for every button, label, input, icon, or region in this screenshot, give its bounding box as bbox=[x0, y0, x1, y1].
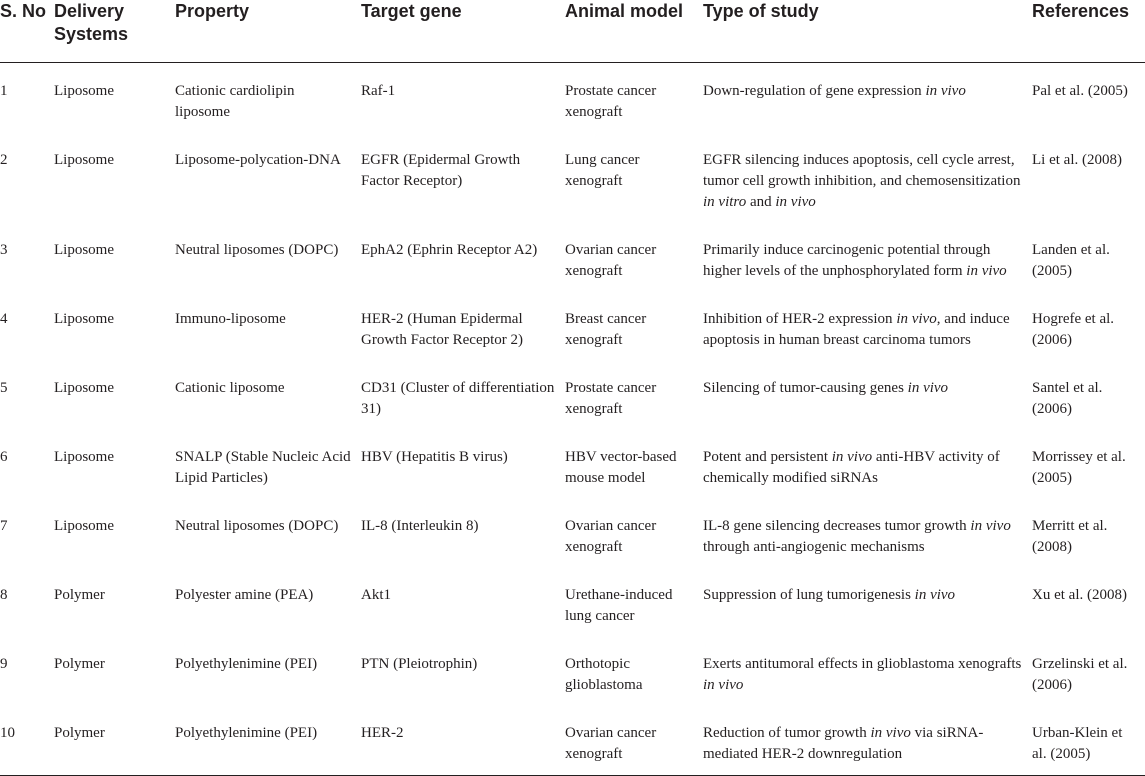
text-segment: Reduction of tumor growth bbox=[703, 725, 871, 741]
header-animal-model: Animal model bbox=[565, 1, 684, 21]
text-segment: through anti-angiogenic mechanisms bbox=[703, 539, 925, 555]
cell-delivery-system: Liposome bbox=[54, 83, 114, 99]
cell-animal-model: Lung cancer xenograft bbox=[565, 152, 640, 189]
text-segment: via siRNA-mediated HER-2 downregulation bbox=[703, 725, 984, 762]
text-segment: Suppression of lung tumorigenesis bbox=[703, 587, 915, 603]
cell-sno: 6 bbox=[0, 449, 8, 465]
italic-term: in vivo bbox=[907, 380, 949, 396]
cell-reference: Xu et al. (2008) bbox=[1032, 587, 1127, 603]
table-header bbox=[0, 0, 1145, 63]
italic-term: in vitro bbox=[703, 194, 747, 210]
table-row bbox=[0, 637, 1145, 706]
table-row bbox=[0, 568, 1145, 637]
cell-reference: Hogrefe et al. (2006) bbox=[1032, 311, 1115, 348]
cell-property: Cationic liposome bbox=[175, 380, 285, 396]
italic-term: in vivo bbox=[896, 311, 937, 327]
cell-target-gene: IL-8 (Interleukin 8) bbox=[361, 518, 479, 534]
cell-target-gene: CD31 (Cluster of differentiation 31) bbox=[361, 380, 555, 417]
cell-delivery-system: Liposome bbox=[54, 380, 114, 396]
cell-property: Cationic cardiolipin liposome bbox=[175, 83, 295, 120]
cell-reference: Urban-Klein et al. (2005) bbox=[1032, 725, 1123, 762]
cell-property: Polyethylenimine (PEI) bbox=[175, 656, 318, 672]
cell-sno: 10 bbox=[0, 725, 15, 741]
italic-term: in vivo bbox=[970, 518, 1011, 534]
cell-reference: Grzelinski et al. (2006) bbox=[1032, 656, 1128, 693]
header-sno: S. No bbox=[0, 1, 47, 21]
cell-type-of-study bbox=[703, 63, 1032, 134]
cell-property: Neutral liposomes (DOPC) bbox=[175, 518, 339, 534]
cell-sno: 5 bbox=[0, 380, 8, 396]
text-segment: and bbox=[746, 194, 776, 210]
header-property: Property bbox=[175, 1, 250, 21]
cell-sno: 2 bbox=[0, 152, 8, 168]
header-type-of-study: Type of study bbox=[703, 1, 819, 21]
cell-reference: Landen et al. (2005) bbox=[1032, 242, 1110, 279]
text-segment: , and induce apoptosis in human breast carcinoma tumors bbox=[703, 311, 1010, 348]
table-row bbox=[0, 63, 1145, 134]
cell-target-gene: Akt1 bbox=[361, 587, 391, 603]
text-segment: Silencing of tumor-causing genes bbox=[703, 380, 908, 396]
cell-reference: Santel et al. (2006) bbox=[1032, 380, 1103, 417]
header-delivery-systems: Delivery Systems bbox=[54, 1, 129, 44]
table-row bbox=[0, 292, 1145, 361]
table-row bbox=[0, 133, 1145, 223]
italic-term: in vivo bbox=[925, 83, 966, 99]
cell-type-of-study bbox=[703, 568, 1032, 637]
cell-sno: 1 bbox=[0, 83, 8, 99]
cell-delivery-system: Polymer bbox=[54, 587, 105, 603]
cell-property: SNALP (Stable Nucleic Acid Lipid Particles) bbox=[175, 449, 351, 486]
italic-term: in vivo bbox=[703, 677, 744, 693]
cell-type-of-study bbox=[703, 706, 1032, 776]
cell-target-gene: Raf-1 bbox=[361, 83, 396, 99]
table-row bbox=[0, 706, 1145, 776]
cell-animal-model: Prostate cancer xenograft bbox=[565, 83, 657, 120]
cell-animal-model: Ovarian cancer xenograft bbox=[565, 242, 657, 279]
text-segment: anti-HBV activity of chemically modified siRNAs bbox=[703, 449, 1000, 486]
text-segment: Down-regulation of gene expression bbox=[703, 83, 926, 99]
cell-type-of-study bbox=[703, 223, 1032, 292]
text-segment: Inhibition of HER-2 expression bbox=[703, 311, 897, 327]
cell-sno: 9 bbox=[0, 656, 8, 672]
cell-reference: Merritt et al. (2008) bbox=[1032, 518, 1108, 555]
cell-delivery-system: Liposome bbox=[54, 449, 114, 465]
cell-property: Neutral liposomes (DOPC) bbox=[175, 242, 339, 258]
cell-sno: 4 bbox=[0, 311, 8, 327]
cell-property: Liposome-polycation-DNA bbox=[175, 152, 341, 168]
cell-animal-model: Prostate cancer xenograft bbox=[565, 380, 657, 417]
cell-target-gene: EGFR (Epidermal Growth Factor Receptor) bbox=[361, 152, 521, 189]
cell-delivery-system: Polymer bbox=[54, 725, 105, 741]
cell-target-gene: EphA2 (Ephrin Receptor A2) bbox=[361, 242, 538, 258]
header-target-gene: Target gene bbox=[361, 1, 462, 21]
cell-sno: 7 bbox=[0, 518, 8, 534]
cell-type-of-study bbox=[703, 499, 1032, 568]
text-segment: IL-8 gene silencing decreases tumor growth bbox=[703, 518, 971, 534]
italic-term: in vivo bbox=[966, 263, 1007, 279]
cell-type-of-study bbox=[703, 292, 1032, 361]
cell-delivery-system: Liposome bbox=[54, 311, 114, 327]
cell-type-of-study bbox=[703, 361, 1032, 430]
cell-delivery-system: Liposome bbox=[54, 152, 114, 168]
italic-term: in vivo bbox=[870, 725, 911, 741]
cell-target-gene: HER-2 (Human Epidermal Growth Factor Receptor 2) bbox=[361, 311, 524, 348]
cell-animal-model: Ovarian cancer xenograft bbox=[565, 518, 657, 555]
text-segment: Exerts antitumoral effects in glioblastoma xenografts bbox=[703, 656, 1022, 672]
cell-sno: 3 bbox=[0, 242, 8, 258]
table-row bbox=[0, 430, 1145, 499]
cell-animal-model: Ovarian cancer xenograft bbox=[565, 725, 657, 762]
cell-animal-model: Orthotopic glioblastoma bbox=[565, 656, 643, 693]
text-segment: Potent and persistent bbox=[703, 449, 832, 465]
table-body bbox=[0, 63, 1145, 776]
header-references: References bbox=[1032, 1, 1130, 21]
cell-target-gene: HER-2 bbox=[361, 725, 404, 741]
cell-delivery-system: Polymer bbox=[54, 656, 105, 672]
italic-term: in vivo bbox=[914, 587, 956, 603]
cell-delivery-system: Liposome bbox=[54, 242, 114, 258]
cell-animal-model: Breast cancer xenograft bbox=[565, 311, 647, 348]
cell-target-gene: PTN (Pleiotrophin) bbox=[361, 656, 478, 672]
cell-sno: 8 bbox=[0, 587, 8, 603]
table-row bbox=[0, 223, 1145, 292]
text-segment: Primarily induce carcinogenic potential through higher levels of the unphosphorylated form bbox=[703, 242, 991, 279]
table-row bbox=[0, 499, 1145, 568]
cell-property: Polyethylenimine (PEI) bbox=[175, 725, 318, 741]
cell-type-of-study bbox=[703, 430, 1032, 499]
cell-delivery-system: Liposome bbox=[54, 518, 114, 534]
text-segment: EGFR silencing induces apoptosis, cell cycle arrest, tumor cell growth inhibition, and chemosensitization bbox=[703, 152, 1021, 189]
table-row bbox=[0, 361, 1145, 430]
cell-type-of-study bbox=[703, 637, 1032, 706]
cell-property: Polyester amine (PEA) bbox=[175, 587, 314, 603]
cell-reference: Li et al. (2008) bbox=[1032, 152, 1122, 168]
italic-term: in vivo bbox=[831, 449, 873, 465]
cell-reference: Morrissey et al. (2005) bbox=[1032, 449, 1126, 486]
cell-animal-model: HBV vector-based mouse model bbox=[565, 449, 677, 486]
cell-type-of-study bbox=[703, 133, 1032, 223]
cell-animal-model: Urethane-induced lung cancer bbox=[565, 587, 673, 624]
italic-term: in vivo bbox=[775, 194, 816, 210]
cell-property: Immuno-liposome bbox=[175, 311, 286, 327]
cell-reference: Pal et al. (2005) bbox=[1032, 83, 1128, 99]
header-row bbox=[0, 0, 1145, 63]
cell-target-gene: HBV (Hepatitis B virus) bbox=[361, 449, 508, 465]
